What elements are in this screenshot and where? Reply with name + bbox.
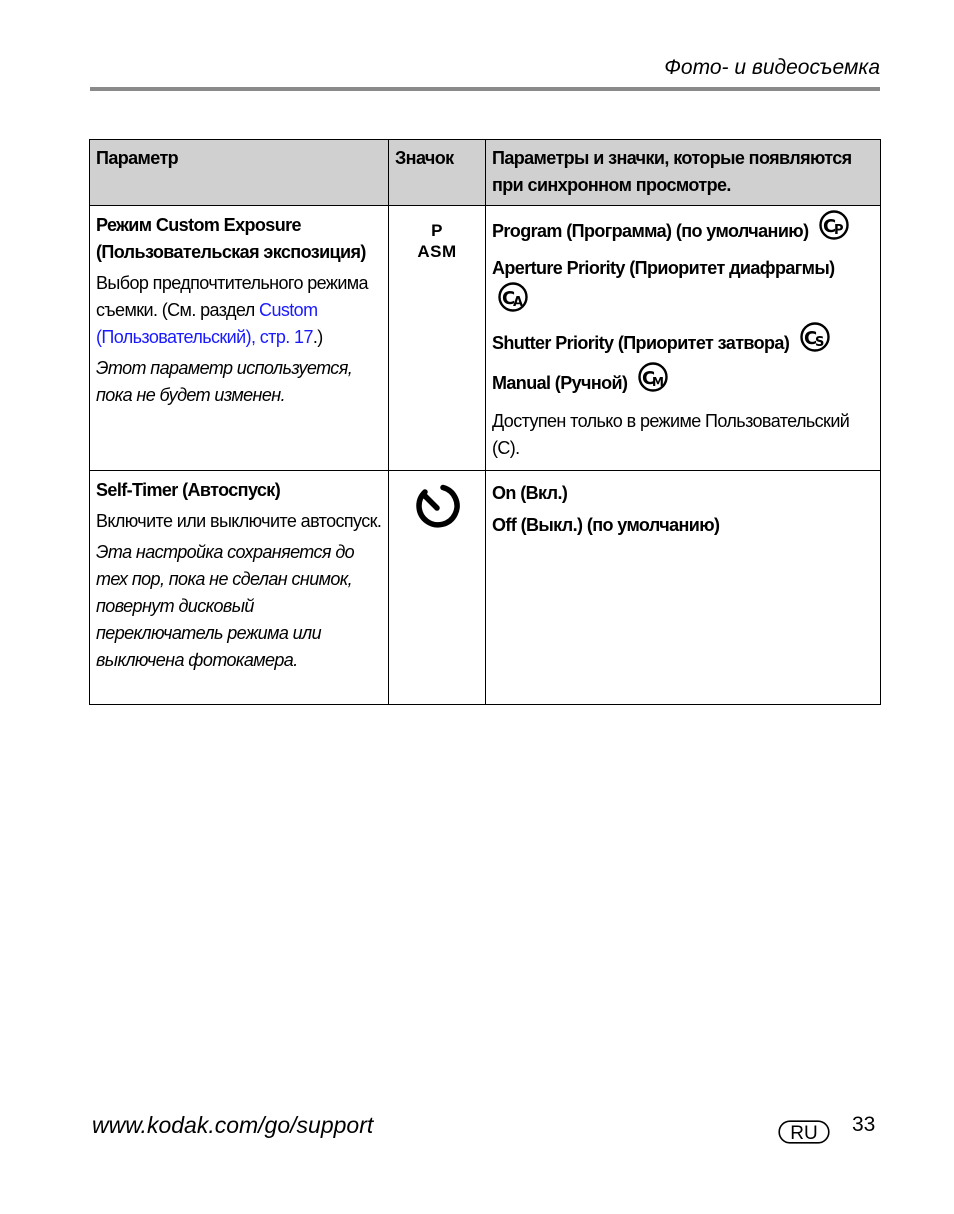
svg-text:C: C — [822, 216, 836, 237]
svg-text:C: C — [502, 288, 515, 309]
custom-program-icon — [817, 210, 851, 250]
support-url[interactable]: www.kodak.com/go/support — [92, 1112, 374, 1138]
custom-manual-icon — [636, 362, 670, 402]
custom-page-link[interactable]: Custom (Пользовательский), стр. 17 — [96, 300, 318, 347]
icon-cell — [389, 471, 486, 705]
option-manual — [492, 364, 874, 404]
options-cell — [486, 206, 881, 471]
parameter-description — [96, 270, 382, 351]
svg-text:P: P — [833, 223, 843, 238]
table-header-row — [90, 140, 881, 206]
svg-text:A: A — [513, 295, 523, 310]
svg-text:C: C — [803, 328, 817, 349]
svg-text:RU: RU — [790, 1123, 818, 1144]
parameter-cell — [90, 471, 389, 705]
mode-code-line1: P — [431, 221, 443, 240]
option-aperture — [492, 252, 874, 324]
option-on: On (Вкл.) — [492, 483, 568, 503]
parameter-title: Режим Custom Exposure (Пользовательская экспозиция) — [96, 215, 366, 262]
svg-text:M: M — [651, 375, 664, 389]
mode-code-line2: ASM — [417, 242, 457, 261]
section-title: Фото- и видеосъемка — [664, 56, 880, 79]
options-cell — [486, 471, 881, 705]
parameter-description-end: .) — [312, 327, 323, 347]
page-number: 33 — [852, 1113, 876, 1136]
table-row — [90, 471, 881, 705]
icon-cell — [389, 206, 486, 471]
parameter-description: Включите или выключите автоспуск. — [96, 511, 382, 531]
parameter-title: Self-Timer (Автоспуск) — [96, 480, 281, 500]
custom-shutter-icon — [798, 322, 832, 362]
svg-text:S: S — [814, 335, 824, 350]
option-label: Aperture Priority (Приоритет диафрагмы) — [492, 258, 835, 278]
option-label: Shutter Priority (Приоритет затвора) — [492, 332, 790, 353]
parameter-note: Этот параметр используется, пока не будет изменен. — [96, 358, 353, 405]
self-timer-icon — [412, 518, 462, 535]
header-divider — [90, 87, 880, 91]
option-shutter — [492, 324, 874, 364]
svg-text:C: C — [641, 368, 655, 389]
column-header-options: Параметры и значки, которые появляются при синхронном просмотре. — [486, 140, 881, 206]
settings-table — [89, 139, 881, 705]
parameter-description-text: Выбор предпочтительного режима съемки. (См. раздел — [96, 273, 368, 320]
column-header-parameter: Параметр — [90, 140, 389, 206]
parameter-note: Эта настройка сохраняется до тех пор, пока не сделан снимок, повернут дисковый переключатель режима или выключена фотокамера. — [96, 542, 355, 670]
option-label: Program (Программа) (по умолчанию) — [492, 220, 809, 241]
language-badge — [778, 1120, 830, 1144]
parameter-cell — [90, 206, 389, 471]
table-row — [90, 206, 881, 471]
options-note: Доступен только в режиме Пользовательский (C). — [492, 411, 850, 458]
option-off: Off (Выкл.) (по умолчанию) — [492, 515, 720, 535]
option-program — [492, 212, 874, 252]
column-header-icon: Значок — [389, 140, 486, 206]
option-label: Manual (Ручной) — [492, 372, 628, 393]
custom-aperture-icon — [496, 282, 530, 322]
